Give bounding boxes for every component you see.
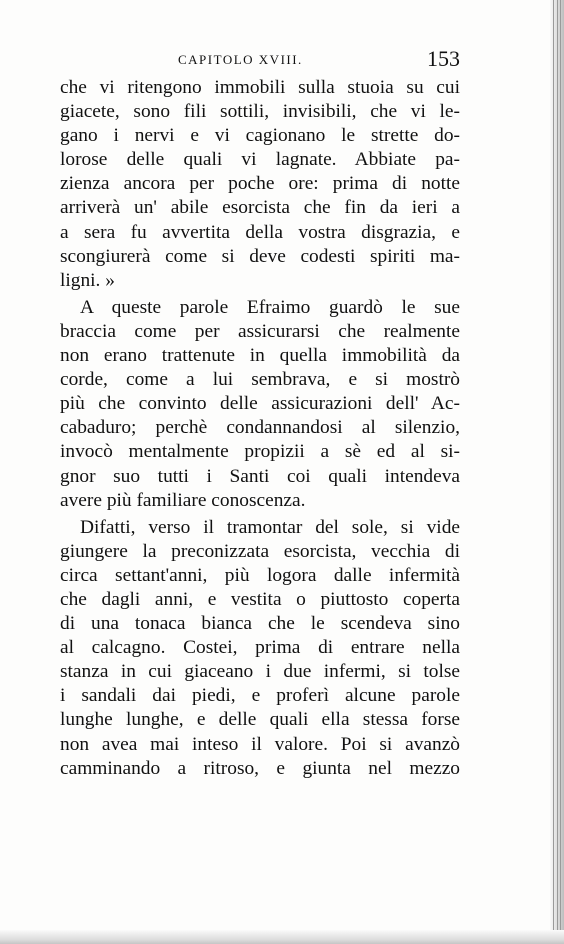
text-line: camminando a ritroso, e giunta nel mezzo bbox=[60, 757, 460, 779]
text-line: Difatti, verso il tramontar del sole, si vide bbox=[80, 516, 460, 538]
page-edge-right bbox=[550, 0, 564, 944]
text-line: giungere la preconizzata esorcista, vecchia di bbox=[60, 540, 460, 562]
text-line: gano i nervi e vi cagionano le strette do- bbox=[60, 125, 460, 147]
text-line: non erano trattenute in quella immobilità da bbox=[60, 345, 460, 367]
text-line: stanza in cui giaceano i due infermi, si tolse bbox=[60, 661, 460, 683]
paragraph bbox=[60, 76, 460, 293]
paragraph bbox=[60, 516, 460, 781]
running-head: CAPITOLO XVIII. bbox=[178, 52, 303, 67]
text-line: più che convinto delle assicurazioni dell' Ac- bbox=[60, 393, 460, 415]
text-line: ligni. » bbox=[60, 269, 115, 291]
text-line: al calcagno. Costei, prima di entrare nella bbox=[60, 637, 460, 659]
page-header bbox=[60, 48, 460, 74]
text-line: avere più familiare conoscenza. bbox=[60, 489, 306, 511]
text-line: braccia come per assicurarsi che realmente bbox=[60, 320, 460, 342]
text-line: arriverà un' abile esorcista che fin da ieri a bbox=[60, 197, 460, 219]
body-text bbox=[60, 76, 460, 781]
text-line: che dagli anni, e vestita o piuttosto coperta bbox=[60, 588, 460, 610]
text-line: lorose delle quali vi lagnate. Abbiate pa- bbox=[60, 149, 460, 171]
text-line: cabaduro; perchè condannandosi al silenzio, bbox=[60, 417, 460, 439]
text-line: zienza ancora per poche ore: prima di notte bbox=[60, 173, 460, 195]
page-number: 153 bbox=[427, 46, 460, 71]
text-line: che vi ritengono immobili sulla stuoia su cui bbox=[60, 77, 460, 98]
text-line: A queste parole Efraimo guardò le sue bbox=[80, 296, 460, 318]
text-line: giacete, sono fili sottili, invisibili, che vi le- bbox=[60, 101, 460, 123]
text-line: circa settant'anni, più logora dalle infermità bbox=[60, 564, 460, 586]
text-line: di una tonaca bianca che le scendeva sino bbox=[60, 613, 460, 635]
text-line: i sandali dai piedi, e proferì alcune parole bbox=[60, 685, 460, 707]
text-line: lunghe lunghe, e delle quali ella stessa forse bbox=[60, 709, 460, 731]
paragraph bbox=[60, 296, 460, 513]
text-line: invocò mentalmente propizii a sè ed al si- bbox=[60, 441, 460, 463]
text-line: corde, come a lui sembrava, e si mostrò bbox=[60, 369, 460, 391]
text-line: gnor suo tutti i Santi coi quali intendeva bbox=[60, 465, 460, 487]
page-edge-bottom bbox=[0, 930, 564, 944]
text-line: non avea mai inteso il valore. Poi si avanzò bbox=[60, 733, 460, 755]
text-line: a sera fu avvertita della vostra disgrazia, e bbox=[60, 221, 460, 243]
text-line: scongiurerà come si deve codesti spiriti ma- bbox=[60, 245, 460, 267]
